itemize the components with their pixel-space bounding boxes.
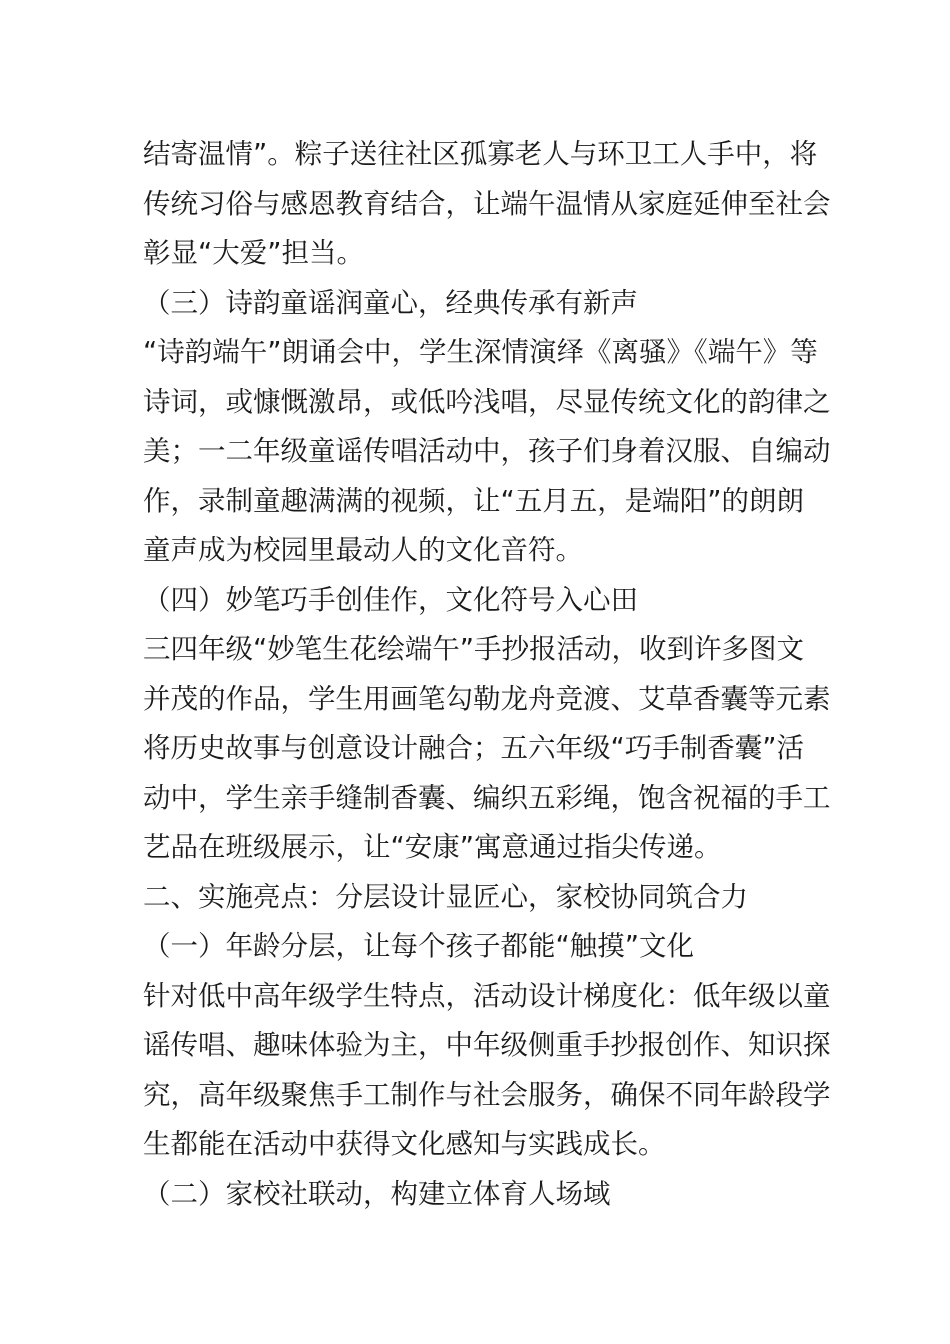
paragraph-line: 将历史故事与创意设计融合；五六年级“巧手制香囊”活 [143,732,804,764]
paragraph-line: 三四年级“妙笔生花绘端午”手抄报活动，收到许多图文 [143,633,804,665]
paragraph-line: 童声成为校园里最动人的文化音符。 [143,534,583,566]
paragraph-line: 动中，学生亲手缝制香囊、编织五彩绳，饱含祝福的手工 [143,781,831,814]
paragraph-line: 针对低中高年级学生特点，活动设计梯度化：低年级以童 [143,979,831,1012]
paragraph-line: 并茂的作品，学生用画笔勾勒龙舟竞渡、艾草香囊等元素 [143,682,831,715]
paragraph-line: 生都能在活动中获得文化感知与实践成长。 [143,1128,666,1160]
paragraph-line: 作，录制童趣满满的视频，让“五月五，是端阳”的朗朗 [143,484,804,517]
paragraph-line: 究，高年级聚焦手工制作与社会服务，确保不同年龄段学 [143,1078,831,1111]
paragraph-line: 谣传唱、趣味体验为主，中年级侧重手抄报创作、知识探 [143,1029,831,1061]
paragraph-line: 结寄温情”。粽子送往社区孤寡老人与环卫工人手中，将 [143,138,818,170]
section-heading: （四）妙笔巧手创佳作，文化符号入心田 [143,583,638,616]
paragraph-line: 诗词，或慷慨激昂，或低吟浅唱，尽显传统文化的韵律之 [143,385,831,418]
paragraph-line: 美；一二年级童谣传唱活动中，孩子们身着汉服、自编动 [143,435,831,467]
section-heading: （一）年龄分层，让每个孩子都能“触摸”文化 [143,930,694,962]
document-body [143,130,831,1219]
paragraph-line: “诗韵端午”朗诵会中，学生深情演绎《离骚》《端午》等 [143,336,818,368]
paragraph-line: 艺品在班级展示，让“安康”寓意通过指尖传递。 [143,831,722,863]
paragraph-line: 彰显“大爱”担当。 [143,237,364,269]
section-heading: （三）诗韵童谣润童心，经典传承有新声 [143,286,638,319]
section-heading: （二）家校社联动，构建立体育人场域 [143,1177,611,1210]
paragraph-line: 传统习俗与感恩教育结合，让端午温情从家庭延伸至社会 [143,187,831,220]
chapter-heading: 二、实施亮点：分层设计显匠心，家校协同筑合力 [143,880,748,913]
